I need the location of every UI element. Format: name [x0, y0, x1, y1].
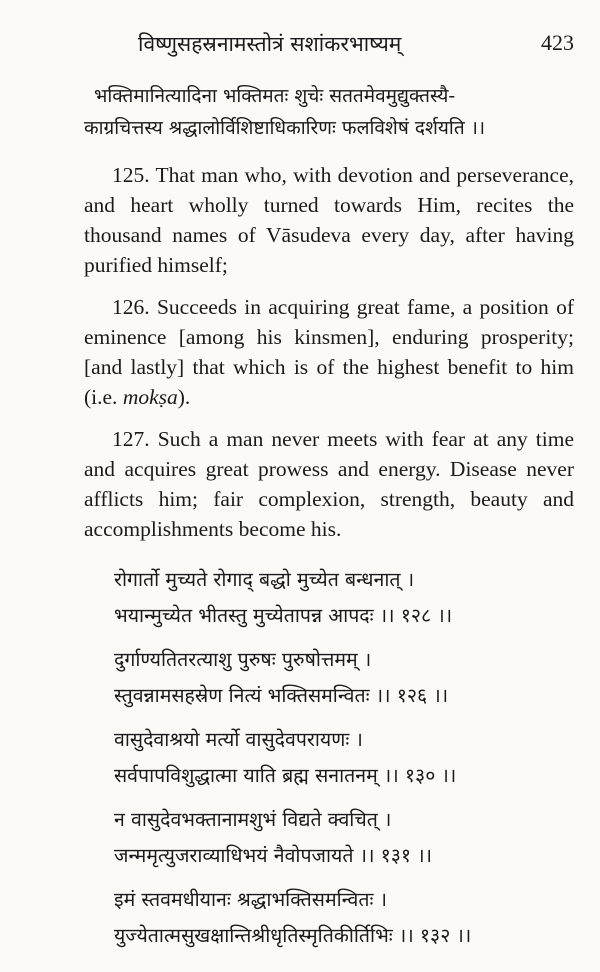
verse-text-end: ). [177, 385, 191, 409]
verse-text: Such a man never meets with fear at any time and acquires great prowess and energy. Disease never afflicts him; fair complexion, strength, beauty and accomplishments become his. [84, 427, 575, 541]
shloka-line: रोगार्तो मुच्यते रोगाद् बद्धो मुच्येत बन्धनात् । [114, 568, 415, 591]
header-title: विष्णुसहस्रनामस्तोत्रं सशांकरभाष्यम् [138, 32, 402, 56]
sanskrit-shlokas [84, 562, 574, 954]
commentary-line: काग्रचित्तस्य श्रद्धालोर्विशिष्टाधिकारिणः फलविशेषं दर्शयति ।। [84, 117, 486, 139]
shloka-line: सर्वपापविशुद्धात्मा याति ब्रह्म सनातनम् ।। १३० ।। [114, 764, 457, 787]
shloka-129 [114, 642, 574, 714]
shloka-line: दुर्गाण्यतितरत्याशु पुरुषः पुरुषोत्तमम् । [114, 648, 372, 671]
english-translation [84, 160, 574, 544]
shloka-line: युज्येतात्मसुखक्षान्तिश्रीधृतिस्मृतिकीर्तिभिः ।। १३२ ।। [114, 924, 472, 947]
shloka-line: इमं स्तवमधीयानः श्रद्धाभक्तिसमन्वितः । [114, 888, 387, 911]
verse-126 [84, 292, 574, 412]
shloka-line: न वासुदेवभक्तानामशुभं विद्यते क्वचित् । [114, 808, 392, 831]
verse-text: Succeeds in acquiring great fame, a position of eminence [among his kinsmen], enduring prosperity; [and lastly] that which is of the highest benefit to him (i.e. [84, 295, 575, 409]
verse-125 [84, 160, 574, 280]
shloka-131 [114, 802, 574, 874]
shloka-line: भयान्मुच्येत भीतस्तु मुच्येतापन्न आपदः ।। १२८ ।। [114, 604, 453, 627]
verse-number: 127. [112, 427, 150, 451]
shloka-128 [114, 562, 574, 634]
verse-emphasis: mokṣa [122, 385, 178, 409]
verse-number: 126. [112, 295, 150, 319]
verse-number: 125. [112, 163, 150, 187]
commentary-line: भक्तिमानित्यादिना भक्तिमतः शुचेः सततमेवमुद्युक्तस्यै- [94, 85, 456, 107]
shloka-130 [114, 722, 574, 794]
shloka-132 [114, 882, 574, 954]
page-number: 423 [541, 30, 574, 55]
sanskrit-commentary [84, 80, 574, 144]
shloka-line: जन्ममृत्युजराव्याधिभयं नैवोपजायते ।। १३१ ।। [114, 844, 433, 867]
shloka-line: स्तुवन्नामसहस्रेण नित्यं भक्तिसमन्वितः ।। १२६ ।। [114, 684, 449, 707]
shloka-line: वासुदेवाश्रयो मर्त्यो वासुदेवपरायणः । [114, 728, 363, 751]
verse-text: That man who, with devotion and perseverance, and heart wholly turned towards Him, recites the thousand names of Vāsudeva every day, after having purified himself; [84, 163, 574, 277]
verse-127 [84, 424, 574, 544]
running-header [84, 30, 574, 66]
